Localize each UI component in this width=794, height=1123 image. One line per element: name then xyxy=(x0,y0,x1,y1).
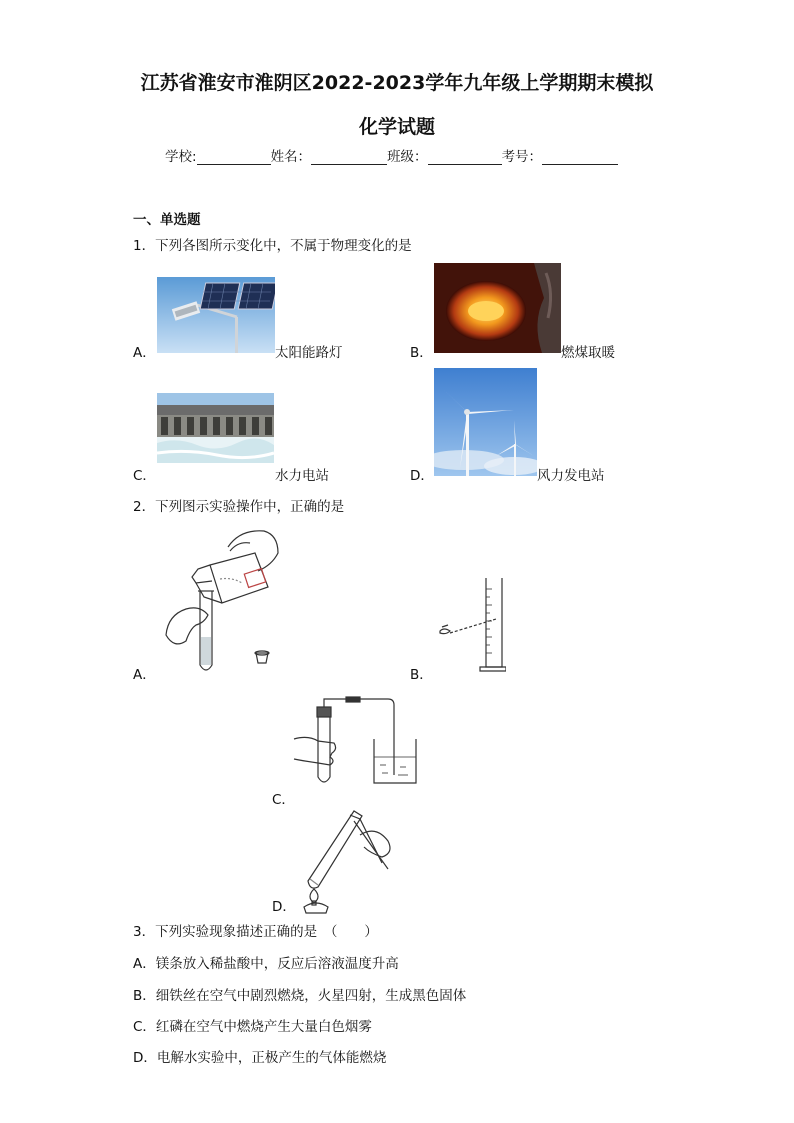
school-blank[interactable] xyxy=(197,150,271,165)
hydropower-dam-image xyxy=(157,393,274,463)
q2-option-b-letter: B． xyxy=(410,667,433,683)
question-1-stem: 1．下列各图所示变化中，不属于物理变化的是 xyxy=(133,238,412,254)
class-blank[interactable] xyxy=(428,150,502,165)
airtightness-check-diagram xyxy=(290,695,420,787)
question-3-stem: 3．下列实验现象描述正确的是 （ ） xyxy=(133,924,378,940)
q2-option-c-letter: C． xyxy=(272,792,295,808)
name-label: 姓名： xyxy=(270,149,312,165)
solar-streetlight-image xyxy=(157,277,275,353)
wind-turbine-image xyxy=(434,368,537,476)
exam-no-blank[interactable] xyxy=(542,150,618,165)
heating-test-tube-diagram xyxy=(296,805,396,915)
exam-title-line2: 化学试题 xyxy=(358,116,435,138)
q3-option-b: B．细铁丝在空气中剧烈燃烧，火星四射，生成黑色固体 xyxy=(133,988,467,1004)
exam-no-label: 考号： xyxy=(501,149,543,165)
q1-option-a-caption: 太阳能路灯 xyxy=(275,345,343,361)
q1-option-d-caption: 风力发电站 xyxy=(537,468,605,484)
q2-option-d-letter: D． xyxy=(272,899,296,915)
q1-option-b-caption: 燃煤取暖 xyxy=(561,345,615,361)
q1-option-b-letter: B． xyxy=(410,345,433,361)
q3-option-a: A．镁条放入稀盐酸中，反应后溶液温度升高 xyxy=(133,956,399,972)
school-label: 学校: xyxy=(165,149,197,165)
exam-title-line1: 江苏省淮安市淮阴区2022-2023学年九年级上学期期末模拟 xyxy=(140,72,654,94)
q2-option-a-letter: A． xyxy=(133,667,156,683)
class-label: 班级： xyxy=(387,149,428,165)
q1-option-d-letter: D． xyxy=(410,468,434,484)
graduated-cylinder-diagram xyxy=(436,575,506,675)
coal-fire-image xyxy=(434,263,561,353)
pouring-liquid-diagram xyxy=(160,525,285,675)
q3-option-d: D．电解水实验中，正极产生的气体能燃烧 xyxy=(133,1050,387,1066)
question-2-stem: 2．下列图示实验操作中，正确的是 xyxy=(133,499,345,515)
name-blank[interactable] xyxy=(311,150,387,165)
q1-option-c-letter: C． xyxy=(133,468,156,484)
q3-option-c: C．红磷在空气中燃烧产生大量白色烟雾 xyxy=(133,1019,372,1035)
q1-option-c-caption: 水力电站 xyxy=(275,468,329,484)
q1-option-a-letter: A． xyxy=(133,345,156,361)
section-title: 一、单选题 xyxy=(133,212,201,228)
student-info-row xyxy=(165,145,618,165)
